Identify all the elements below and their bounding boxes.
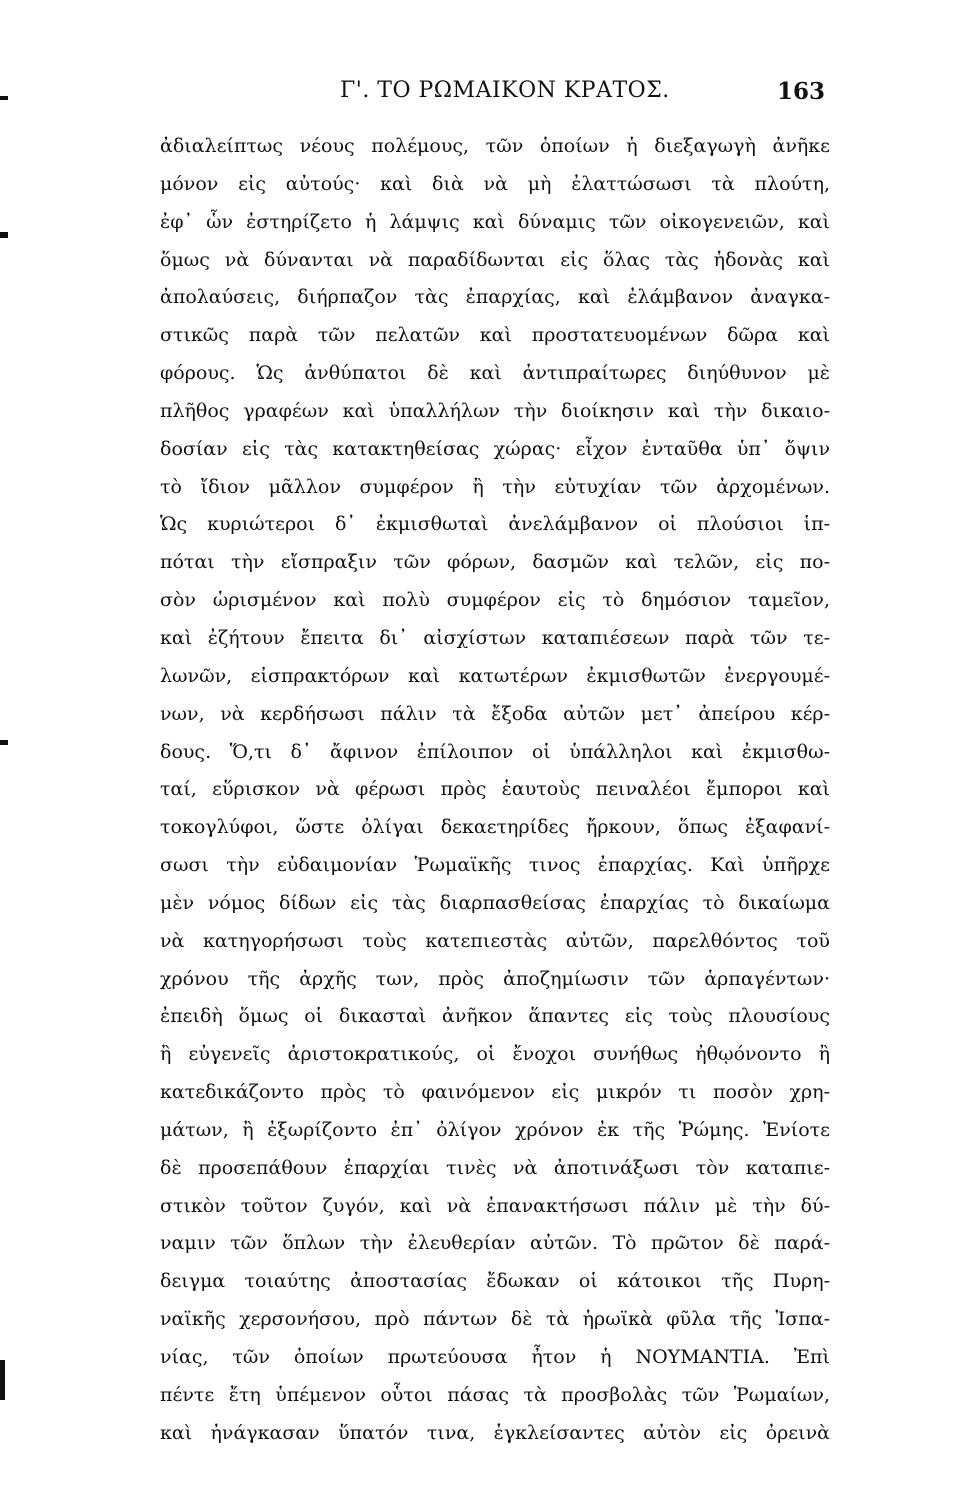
page-edge-mark bbox=[0, 96, 8, 100]
text-line: δὲ προσεπάθουν ἐπαρχίαι τινὲς νὰ ἀποτινάξωσι τὸν καταπιε- bbox=[160, 1156, 830, 1179]
text-line: δους. Ὅ,τι δ᾽ ἄφινον ἐπίλοιπον οἱ ὑπάλληλοι καὶ ἐκμισθω- bbox=[160, 740, 830, 763]
text-line: ναϊκῆς χερσονήσου, πρὸ πάντων δὲ τὰ ἡρωϊκὰ φῦλα τῆς Ἰσπα- bbox=[160, 1308, 830, 1331]
text-line: ἐφ᾽ ὧν ἐστηρίζετο ἡ λάμψις καὶ δύναμις τῶν οἰκογενειῶν, καὶ bbox=[160, 210, 830, 233]
page-edge-mark bbox=[0, 740, 8, 745]
text-line: δοσίαν εἰς τὰς κατακτηθείσας χώρας· εἶχον ἐνταῦθα ὑπ᾽ ὄψιν bbox=[160, 437, 830, 460]
text-line: ναμιν τῶν ὅπλων τὴν ἐλευθερίαν αὐτῶν. Τὸ πρῶτον δὲ παρά- bbox=[160, 1232, 830, 1255]
page-header bbox=[155, 78, 825, 118]
text-line: λωνῶν, εἰσπρακτόρων καὶ κατωτέρων ἐκμισθωτῶν ἐνεργουμέ- bbox=[160, 664, 830, 687]
text-line: σὸν ὡρισμένον καὶ πολὺ συμφέρον εἰς τὸ δημόσιον ταμεῖον, bbox=[160, 589, 830, 612]
text-line: μὲν νόμος δίδων εἰς τὰς διαρπασθείσας ἐπαρχίας τὸ δικαίωμα bbox=[160, 891, 830, 914]
text-line: νὰ κατηγορήσωσι τοὺς κατεπιεστὰς αὐτῶν, παρελθόντος τοῦ bbox=[160, 929, 830, 952]
text-line: ἀδιαλείπτως νέους πολέμους, τῶν ὁποίων ἡ διεξαγωγὴ ἀνῆκε bbox=[160, 135, 830, 157]
running-head: Γ'. ΤΟ ΡΩΜΑΙΚΟΝ ΚΡΑΤΟΣ. bbox=[340, 78, 670, 103]
text-line: μόνον εἰς αὐτούς· καὶ διὰ νὰ μὴ ἐλαττώσωσι τὰ πλούτη, bbox=[160, 172, 830, 195]
text-line: καὶ ἐζήτουν ἔπειτα δι᾽ αἰσχίστων καταπιέσεων παρὰ τῶν τε- bbox=[160, 626, 830, 649]
text-line: καὶ ἠνάγκασαν ὕπατόν τινα, ἐγκλείσαντες αὐτὸν εἰς ὀρεινὰ bbox=[160, 1421, 830, 1444]
text-line: χρόνου τῆς ἀρχῆς των, πρὸς ἀποζημίωσιν τῶν ἁρπαγέντων· bbox=[160, 967, 830, 990]
page-edge-mark bbox=[0, 232, 8, 238]
text-line: Ὡς κυριώτεροι δ᾽ ἐκμισθωταὶ ἀνελάμβανον οἱ πλούσιοι ἱπ- bbox=[160, 513, 830, 536]
text-line: νίας, τῶν ὁποίων πρωτεύουσα ἦτον ἡ ΝΟΥΜΑΝΤΙΑ. Ἐπὶ bbox=[160, 1346, 830, 1368]
text-line: ὅμως νὰ δύνανται νὰ παραδίδωνται εἰς ὅλας τὰς ἡδονὰς καὶ bbox=[160, 248, 830, 271]
text-line: στικὸν τοῦτον ζυγόν, καὶ νὰ ἐπανακτήσωσι πάλιν μὲ τὴν δύ- bbox=[160, 1194, 830, 1217]
text-line: σωσι τὴν εὐδαιμονίαν Ῥωμαϊκῆς τινος ἐπαρχίας. Καὶ ὑπῆρχε bbox=[160, 854, 830, 877]
text-line: κατεδικάζοντο πρὸς τὸ φαινόμενον εἰς μικρόν τι ποσὸν χρη- bbox=[160, 1081, 830, 1104]
text-line: ἐπειδὴ ὅμως οἱ δικασταὶ ἀνῆκον ἅπαντες εἰς τοὺς πλουσίους bbox=[160, 1005, 830, 1028]
page-edge-mark bbox=[0, 1360, 5, 1400]
text-line: ἀπολαύσεις, διήρπαζον τὰς ἐπαρχίας, καὶ ἐλάμβανον ἀναγκα- bbox=[160, 286, 830, 309]
text-line: δειγμα τοιαύτης ἀποστασίας ἔδωκαν οἱ κάτοικοι τῆς Πυρη- bbox=[160, 1270, 830, 1293]
text-line: νων, νὰ κερδήσωσι πάλιν τὰ ἔξοδα αὐτῶν μετ᾽ ἀπείρου κέρ- bbox=[160, 702, 830, 725]
text-line: στικῶς παρὰ τῶν πελατῶν καὶ προστατευομένων δῶρα καὶ bbox=[160, 324, 830, 347]
text-line: ταί, εὕρισκον νὰ φέρωσι πρὸς ἑαυτοὺς πειναλέοι ἔμποροι καὶ bbox=[160, 778, 830, 801]
body-text bbox=[160, 128, 830, 1453]
page-number: 163 bbox=[776, 78, 825, 105]
text-line: τοκογλύφοι, ὥστε ὀλίγαι δεκαετηρίδες ἤρκουν, ὅπως ἐξαφανί- bbox=[160, 816, 830, 839]
text-line: τὸ ἴδιον μᾶλλον συμφέρον ἢ τὴν εὐτυχίαν τῶν ἀρχομένων. bbox=[160, 475, 830, 498]
text-line: μάτων, ἢ ἐξωρίζοντο ἐπ᾽ ὀλίγον χρόνον ἐκ τῆς Ῥώμης. Ἐνίοτε bbox=[160, 1118, 830, 1141]
text-line: φόρους. Ὡς ἀνθύπατοι δὲ καὶ ἀντιπραίτωρες διηύθυνον μὲ bbox=[160, 362, 830, 385]
text-line: πλῆθος γραφέων καὶ ὑπαλλήλων τὴν διοίκησιν καὶ τὴν δικαιο- bbox=[160, 399, 830, 422]
text-line: πόται τὴν εἴσπραξιν τῶν φόρων, δασμῶν καὶ τελῶν, εἰς πο- bbox=[160, 551, 830, 574]
text-line: πέντε ἔτη ὑπέμενον οὗτοι πάσας τὰ προσβολὰς τῶν Ῥωμαίων, bbox=[160, 1383, 830, 1406]
text-line: ἢ εὐγενεῖς ἀριστοκρατικούς, οἱ ἔνοχοι συνήθως ἠθῳόνοντο ἢ bbox=[160, 1043, 830, 1066]
